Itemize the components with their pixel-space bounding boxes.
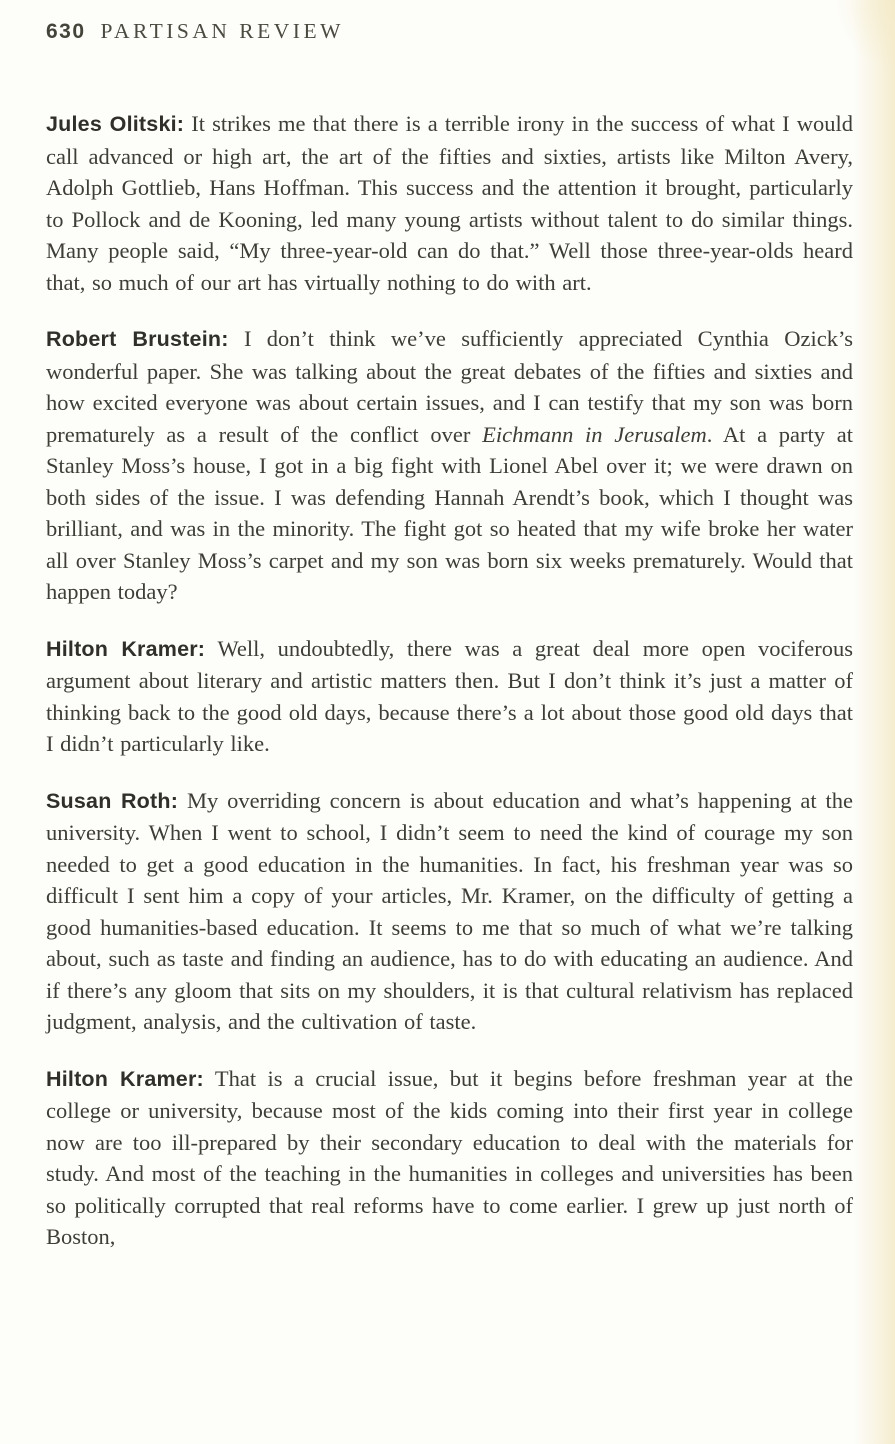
dialogue-paragraph [46, 1063, 853, 1253]
speaker-name: Hilton Kramer: [46, 1066, 204, 1091]
dialogue-paragraph [46, 633, 853, 760]
dialogue-text-block [46, 108, 853, 1278]
paragraph-text: My overriding concern is about education and what’s happening at the university. When I went to school, I didn’t seem to need the kind of courage my son needed to get a good education in the humanities. In fact, his freshman year was so difficult I sent him a copy of your articles, Mr. Kramer, on the difficulty of getting a good humanities-based education. It seems to me that so much of what we’re talking about, such as taste and finding an audience, has to do with educating an audience. And if there’s any gloom that sits on my shoulders, it is that cultural relativism has replaced judgment, analysis, and the cultivation of taste. [46, 787, 853, 1034]
speaker-name: Jules Olitski: [46, 112, 185, 136]
speaker-name: Susan Roth: [46, 788, 179, 813]
journal-title: PARTISAN REVIEW [100, 19, 344, 43]
dialogue-paragraph [46, 785, 853, 1038]
paragraph-text: I don’t think we’ve sufficiently appreciated Cynthia Ozick’s wonderful paper. She was talking about the great debates of the fifties and sixties and how excited everyone was about certain issues, and I can testify that my son was born prematurely as a result of the conflict over [46, 326, 854, 447]
dialogue-paragraph [46, 108, 853, 298]
speaker-separator [205, 636, 217, 661]
paragraph-text: That is a crucial issue, but it begins before freshman year at the college or university, because most of the kids coming into their first year in college now are too ill-prepared by their secondary education to deal with the materials for study. And most of the teaching in the humanities in colleges and universities has been so politically corrupted that real reforms have to come earlier. I grew up just north of Boston, [46, 1065, 853, 1249]
speaker-separator [178, 788, 187, 813]
speaker-separator [204, 1066, 215, 1091]
paragraph-text: Well, undoubtedly, there was a great deal more open vociferous argument about literary and artistic matters then. But I don’t think it’s just a matter of thinking back to the good old days, because there’s a lot about those good old days that I didn’t particularly like. [46, 635, 853, 756]
speaker-name: Hilton Kramer: [46, 636, 206, 661]
paragraph-text: . At a party at Stanley Moss’s house, I got in a big fight with Lionel Abel over it; we were drawn on both sides of the issue. I was defending Hannah Arendt’s book, which I thought was brilliant, and was in the minority. The fight got so heated that my wife broke her water all over Stanley Moss’s carpet and my son was born six weeks prematurely. Would that happen today? [46, 421, 853, 604]
paragraph-text: It strikes me that there is a terrible irony in the success of what I would call advanced or high art, the art of the fifties and sixties, artists like Milton Avery, Adolph Gottlieb, Hans Hoffman. This success and the attention it brought, particularly to Pollock and de Kooning, led many young artists without talent to do similar things. Many people said, “My three-year-old can do that.” Well those three-year-olds heard that, so much of our art has virtually nothing to do with art. [46, 111, 854, 295]
scan-page-edge-corner [835, 0, 895, 70]
dialogue-paragraph [46, 323, 853, 608]
book-title-italic: Eichmann in Jerusalem [482, 421, 707, 447]
speaker-name: Robert Brustein: [46, 327, 229, 351]
running-head [46, 19, 344, 44]
scan-page-edge [853, 0, 895, 1444]
speaker-separator [229, 326, 244, 351]
page-number: 630 [46, 20, 86, 43]
